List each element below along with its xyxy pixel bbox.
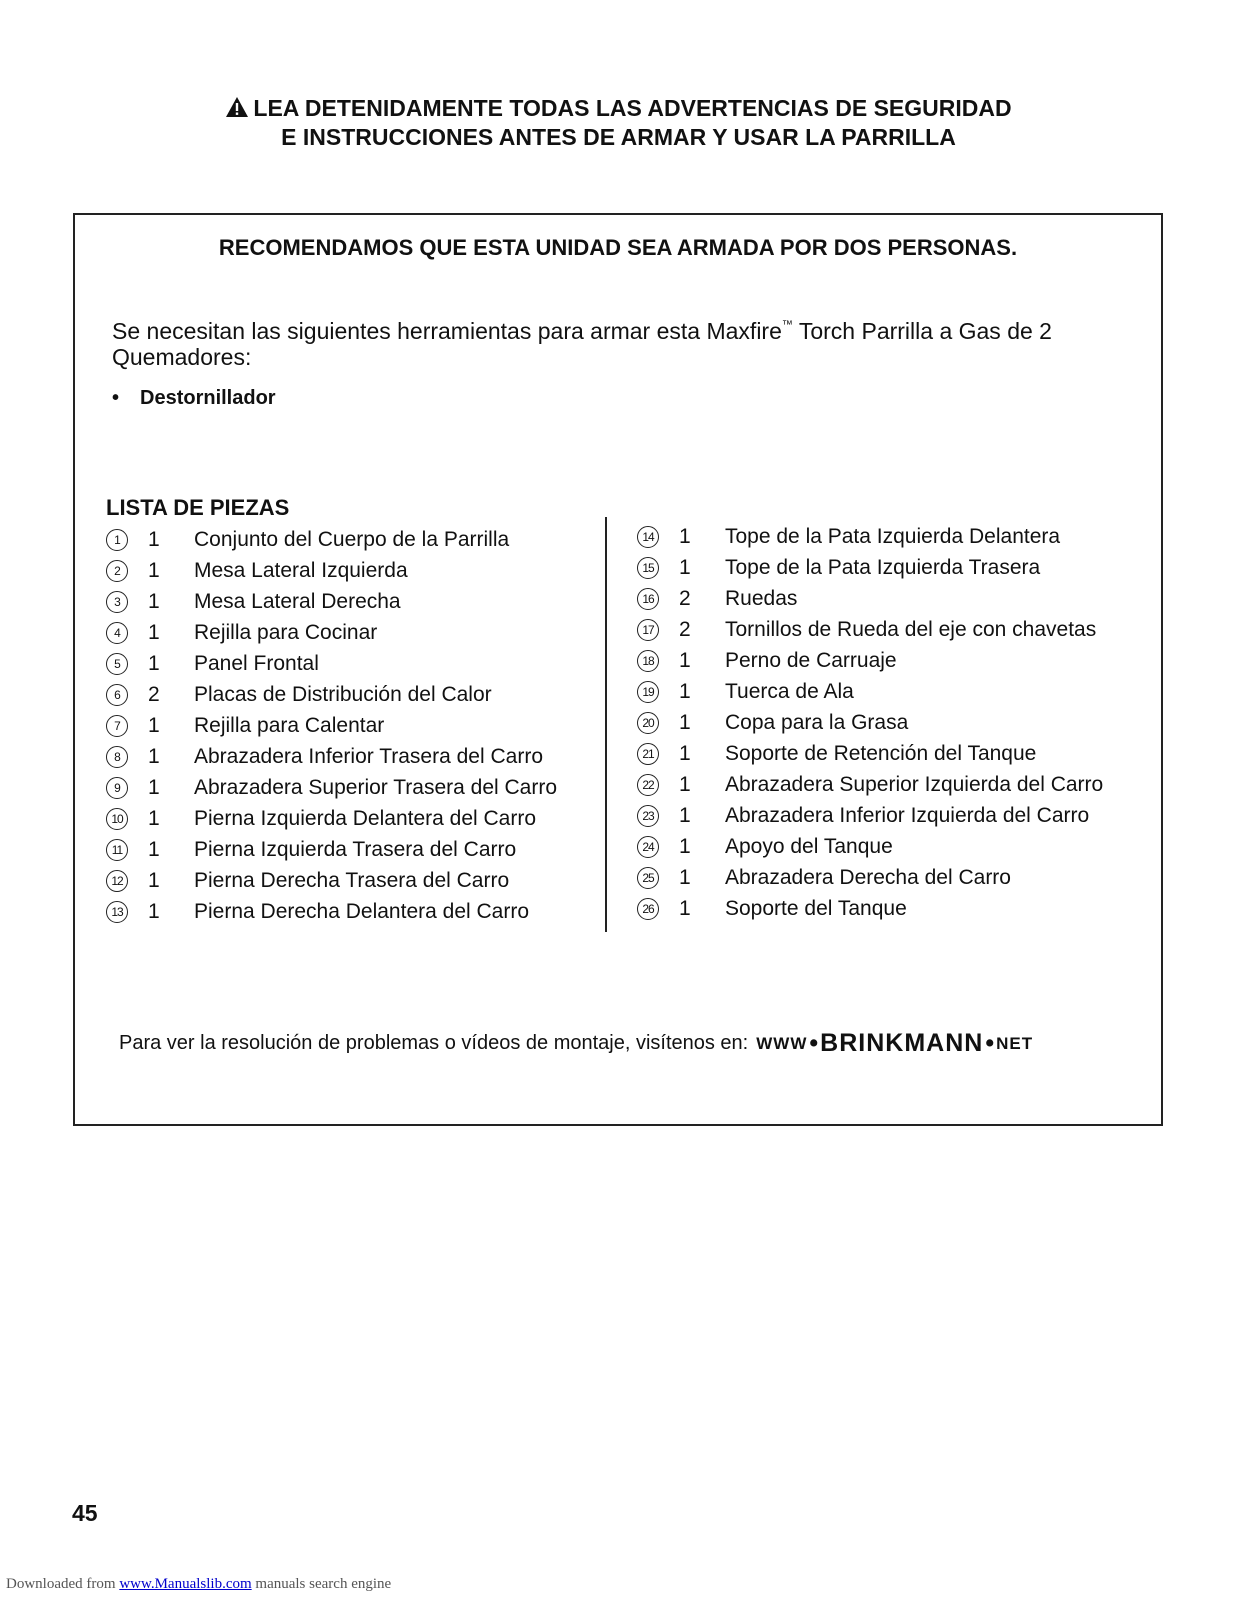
warning-line-2: E INSTRUCCIONES ANTES DE ARMAR Y USAR LA PARRILLA [281,124,956,150]
part-quantity: 1 [148,589,160,613]
tool-name: Destornillador [140,387,276,409]
part-number-badge: 24 [637,836,659,858]
parts-list-item [637,521,1103,552]
part-quantity: 1 [148,558,160,582]
parts-list-item [637,831,1103,862]
parts-list-item [106,586,557,617]
part-quantity: 1 [679,710,691,734]
part-name: Panel Frontal [194,651,319,675]
part-name: Rejilla para Calentar [194,713,385,737]
part-quantity: 1 [148,651,160,675]
brinkmann-website-logo[interactable] [756,1029,1033,1058]
parts-list-item [106,865,557,896]
safety-warning-header [0,94,1237,152]
part-number-badge: 6 [106,684,128,706]
part-name: Apoyo del Tanque [725,834,893,858]
part-name: Pierna Izquierda Trasera del Carro [194,837,517,861]
part-number-badge: 15 [637,557,659,579]
part-name: Tornillos de Rueda del eje con chavetas [725,617,1097,641]
tool-list-item [112,387,276,410]
part-number-badge: 18 [637,650,659,672]
part-quantity: 1 [148,713,160,737]
part-quantity: 1 [679,741,691,765]
parts-list-item [106,896,557,927]
support-text: Para ver la resolución de problemas o vídeos de montaje, visítenos en: [119,1032,749,1054]
parts-list-item [106,648,557,679]
part-number-badge: 20 [637,712,659,734]
part-quantity: 1 [148,899,160,923]
parts-list-item [106,834,557,865]
assembly-info-box [73,213,1163,1126]
part-quantity: 1 [679,896,691,920]
parts-list-item [106,524,557,555]
part-quantity: 1 [148,868,160,892]
part-number-badge: 3 [106,591,128,613]
part-quantity: 1 [148,837,160,861]
part-quantity: 1 [679,865,691,889]
parts-list-item [637,707,1103,738]
parts-list-item [106,617,557,648]
part-number-badge: 17 [637,619,659,641]
part-number-badge: 12 [106,870,128,892]
part-name: Abrazadera Superior Izquierda del Carro [725,772,1104,796]
part-number-badge: 25 [637,867,659,889]
part-name: Tuerca de Ala [725,679,854,703]
part-quantity: 2 [679,617,691,641]
parts-list-item [106,772,557,803]
part-quantity: 1 [148,620,160,644]
download-source-line [6,1576,391,1593]
part-number-badge: 16 [637,588,659,610]
part-number-badge: 11 [106,839,128,861]
parts-list-item [637,614,1103,645]
part-name: Abrazadera Inferior Izquierda del Carro [725,803,1090,827]
parts-list-item [637,769,1103,800]
part-name: Rejilla para Cocinar [194,620,378,644]
parts-list-item [637,552,1103,583]
column-divider [605,517,607,932]
part-name: Soporte del Tanque [725,896,907,920]
part-number-badge: 4 [106,622,128,644]
part-number-badge: 9 [106,777,128,799]
part-quantity: 1 [679,555,691,579]
parts-column-right [637,521,1103,924]
part-number-badge: 19 [637,681,659,703]
part-quantity: 1 [679,772,691,796]
part-quantity: 1 [679,524,691,548]
part-number-badge: 23 [637,805,659,827]
parts-list-item [637,862,1103,893]
parts-list-item [106,710,557,741]
part-number-badge: 5 [106,653,128,675]
brand-www: WWW [756,1033,808,1053]
brand-dot: • [809,1029,819,1057]
part-number-badge: 1 [106,529,128,551]
part-name: Placas de Distribución del Calor [194,682,492,706]
parts-list-item [637,893,1103,924]
download-prefix: Downloaded from [6,1576,120,1592]
part-name: Soporte de Retención del Tanque [725,741,1037,765]
part-number-badge: 2 [106,560,128,582]
part-name: Abrazadera Inferior Trasera del Carro [194,744,543,768]
parts-list-item [106,679,557,710]
part-quantity: 1 [679,834,691,858]
brand-name: BRINKMANN [820,1029,984,1057]
tools-intro-text: Se necesitan las siguientes herramientas para armar esta Maxfire [112,318,782,344]
parts-column-left [106,524,557,927]
brand-dot: • [985,1029,995,1057]
manualslib-link[interactable]: www.Manualslib.com [119,1576,252,1592]
parts-list-item [106,555,557,586]
part-name: Conjunto del Cuerpo de la Parrilla [194,527,510,551]
part-number-badge: 22 [637,774,659,796]
part-name: Pierna Derecha Trasera del Carro [194,868,510,892]
support-footer [119,1029,1033,1058]
part-quantity: 1 [679,648,691,672]
warning-triangle-icon [225,96,249,118]
part-name: Copa para la Grasa [725,710,909,734]
parts-list-item [637,583,1103,614]
part-name: Pierna Izquierda Delantera del Carro [194,806,537,830]
part-name: Tope de la Pata Izquierda Delantera [725,524,1061,548]
part-quantity: 2 [679,586,691,610]
trademark-symbol: ™ [781,319,793,331]
parts-list-item [637,676,1103,707]
part-number-badge: 21 [637,743,659,765]
part-quantity: 1 [148,527,160,551]
parts-list-item [637,738,1103,769]
parts-list-item [637,800,1103,831]
part-name: Mesa Lateral Izquierda [194,558,408,582]
part-name: Abrazadera Superior Trasera del Carro [194,775,558,799]
part-quantity: 1 [148,775,160,799]
part-number-badge: 7 [106,715,128,737]
bullet: • [112,387,120,409]
part-number-badge: 10 [106,808,128,830]
part-quantity: 1 [679,803,691,827]
tools-intro [112,312,1112,370]
part-name: Tope de la Pata Izquierda Trasera [725,555,1041,579]
part-number-badge: 8 [106,746,128,768]
brand-net: NET [996,1033,1034,1053]
part-quantity: 1 [679,679,691,703]
part-quantity: 2 [148,682,160,706]
part-name: Pierna Derecha Delantera del Carro [194,899,530,923]
parts-list-title: LISTA DE PIEZAS [106,495,290,520]
part-name: Mesa Lateral Derecha [194,589,401,613]
warning-line-1-text: LEA DETENIDAMENTE TODAS LAS ADVERTENCIAS DE SEGURIDAD [253,95,1012,121]
parts-list-item [106,803,557,834]
part-number-badge: 13 [106,901,128,923]
parts-list-item [637,645,1103,676]
part-number-badge: 14 [637,526,659,548]
part-name: Abrazadera Derecha del Carro [725,865,1011,889]
parts-list-item [106,741,557,772]
page-number: 45 [72,1500,98,1526]
part-name: Ruedas [725,586,798,610]
part-number-badge: 26 [637,898,659,920]
tools-intro-text-2: Torch Parrilla a Gas de 2 Quemadores: [112,318,1052,370]
two-person-recommendation: RECOMENDAMOS QUE ESTA UNIDAD SEA ARMADA POR DOS PERSONAS. [218,235,1018,260]
part-quantity: 1 [148,744,160,768]
download-suffix: manuals search engine [251,1576,392,1592]
part-name: Perno de Carruaje [725,648,897,672]
part-quantity: 1 [148,806,160,830]
warning-line-1 [0,94,1237,123]
